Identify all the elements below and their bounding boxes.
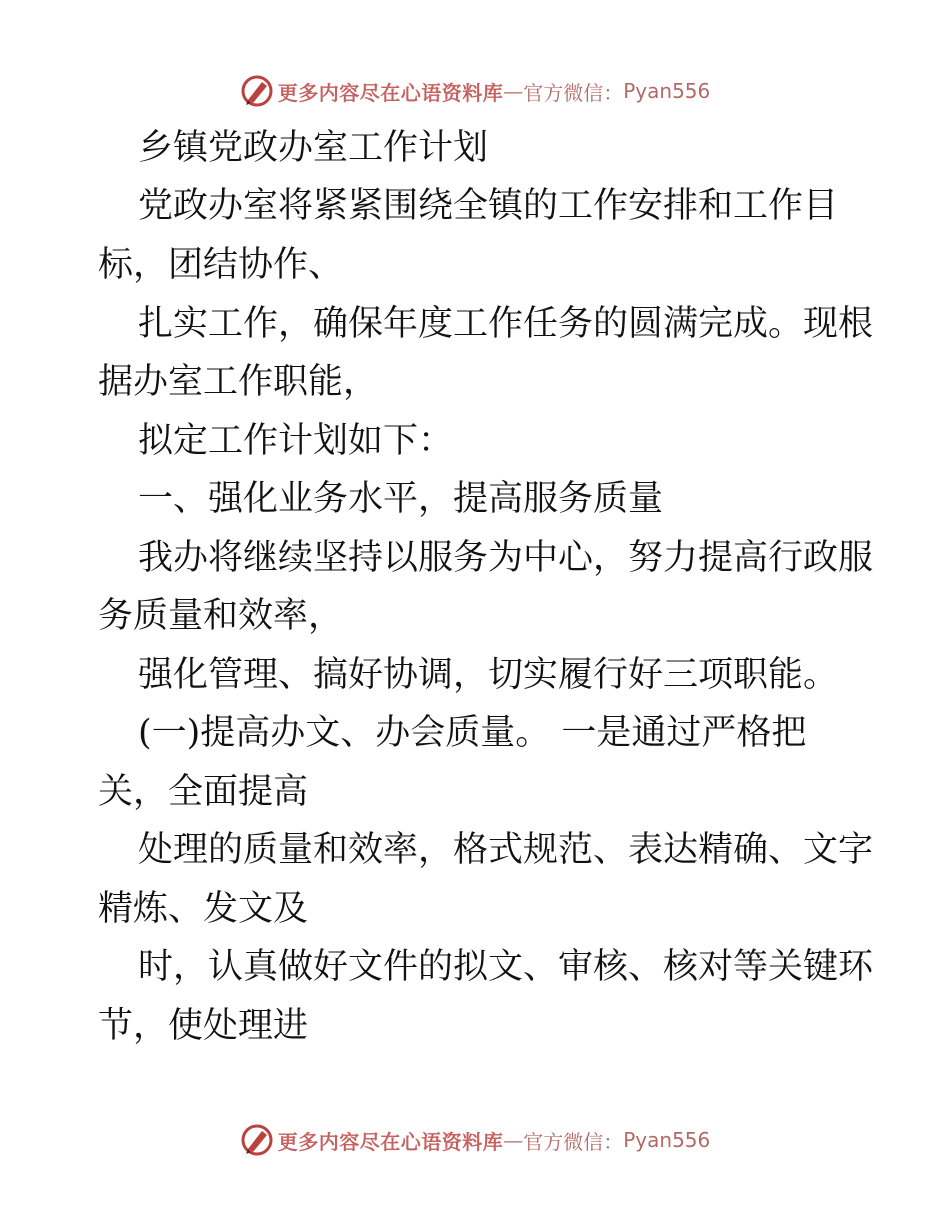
paragraph-line: 拟定工作计划如下： — [138, 421, 454, 461]
header-banner-title: 更多内容尽在心语资料库 — [277, 80, 504, 105]
paragraph-line: 扎实工作，确保年度工作任务的圆满完成。现根 — [138, 304, 874, 344]
paragraph-line: 处理的质量和效率，格式规范、表达精确、文字 — [138, 830, 874, 870]
paragraph-line: 据办室工作职能， — [98, 362, 379, 402]
paragraph-line: 节，使处理进 — [98, 1006, 309, 1046]
footer-banner-dash: — — [503, 1128, 524, 1152]
footer-banner-wechat-label: 官方微信： — [523, 1129, 624, 1154]
paragraph-line: 强化管理、搞好协调，切实履行好三项职能。 — [138, 655, 839, 695]
paragraph-line: 时，认真做好文件的拟文、审核、核对等关键环 — [138, 947, 874, 987]
footer-banner-wechat-id: Pyan556 — [623, 1128, 711, 1152]
header-banner-wechat-label: 官方微信： — [523, 80, 624, 105]
subsection-line: (一)提高办文、办会质量。 一是通过严格把 — [138, 713, 807, 753]
paragraph-line: 我办将继续坚持以服务为中心，努力提高行政服 — [138, 538, 874, 578]
header-banner-dash: — — [503, 79, 524, 103]
paragraph-line: 务质量和效率， — [98, 596, 344, 636]
paragraph-line: 关，全面提高 — [98, 772, 309, 812]
paragraph-line: 党政办室将紧紧围绕全镇的工作安排和工作目 — [138, 186, 839, 226]
footer-banner-title: 更多内容尽在心语资料库 — [277, 1129, 504, 1154]
section-heading: 一、强化业务水平，提高服务质量 — [138, 479, 664, 519]
document-title: 乡镇党政办室工作计划 — [138, 128, 489, 168]
paragraph-line: 精炼、发文及 — [98, 889, 309, 929]
pen-logo-icon — [240, 1123, 274, 1157]
footer-banner — [0, 1120, 950, 1160]
header-banner-wechat-id: Pyan556 — [623, 79, 711, 103]
paragraph-line: 标，团结协作、 — [98, 245, 344, 285]
